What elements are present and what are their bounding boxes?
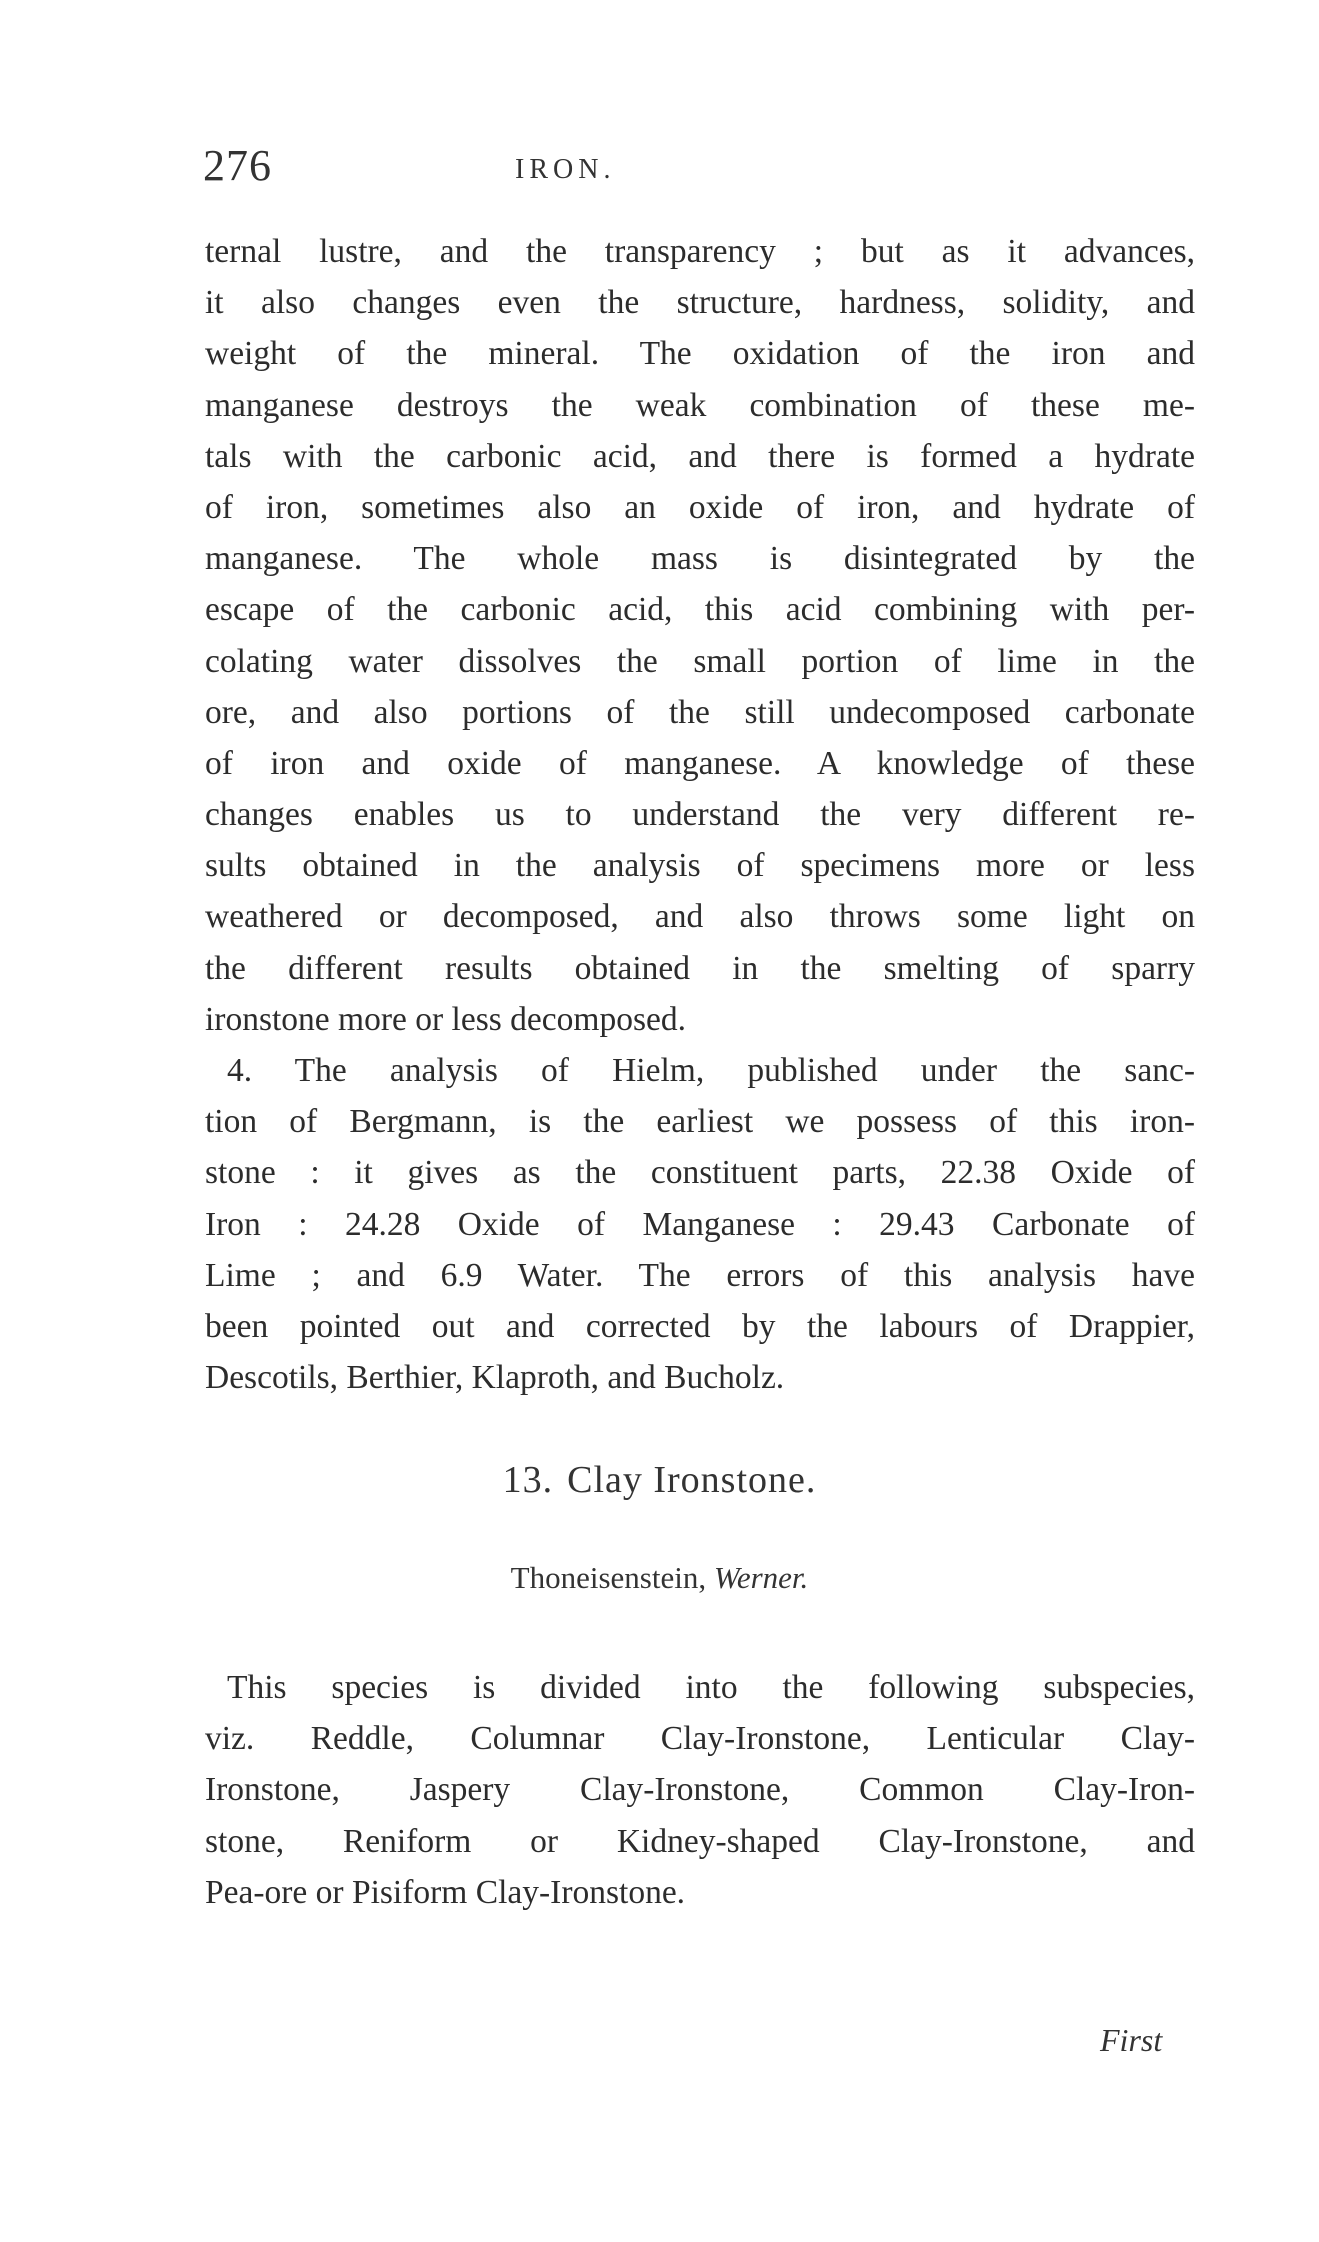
section-synonym: [0, 1560, 1319, 1596]
text-line: viz. Reddle, Columnar Clay-Ironstone, Lenticular Clay-: [205, 1720, 1195, 1758]
text-line: sults obtained in the analysis of specimens more or less: [205, 847, 1195, 885]
paragraph-analysis: [205, 1045, 1195, 1403]
text-line: changes enables us to understand the very different re-: [205, 796, 1195, 834]
text-line: ironstone more or less decomposed.: [205, 1000, 686, 1038]
text-line: weathered or decomposed, and also throws some light on: [205, 898, 1195, 936]
text-line: tion of Bergmann, is the earliest we possess of this iron-: [205, 1103, 1195, 1141]
paragraph-continued: [205, 226, 1195, 1045]
text-line: ore, and also portions of the still undecomposed carbonate: [205, 693, 1195, 731]
text-line: of iron and oxide of manganese. A knowledge of these: [205, 744, 1195, 782]
subspecies-paragraph: [205, 1662, 1195, 1918]
text-line: stone : it gives as the constituent parts, 22.38 Oxide of: [205, 1154, 1195, 1192]
text-line: Pea-ore or Pisiform Clay-Ironstone.: [205, 1873, 686, 1911]
text-line: Ironstone, Jaspery Clay-Ironstone, Common Clay-Iron-: [205, 1771, 1195, 1809]
page-header: [203, 140, 1163, 200]
text-line: weight of the mineral. The oxidation of the iron and: [205, 335, 1195, 373]
text-line: the different results obtained in the smelting of sparry: [205, 949, 1195, 987]
text-line: stone, Reniform or Kidney-shaped Clay-Ironstone, and: [205, 1822, 1195, 1860]
section-number: 13.: [502, 1459, 554, 1501]
text-line: ternal lustre, and the transparency ; but as it advances,: [205, 233, 1195, 270]
text-line: of iron, sometimes also an oxide of iron, and hydrate of: [205, 488, 1195, 526]
text-line: manganese destroys the weak combination of these me-: [205, 386, 1195, 424]
text-line: been pointed out and corrected by the labours of Drappier,: [205, 1307, 1195, 1345]
text-line: tals with the carbonic acid, and there is formed a hydrate: [205, 437, 1195, 475]
text-line: Lime ; and 6.9 Water. The errors of this analysis have: [205, 1256, 1195, 1294]
text-line: Iron : 24.28 Oxide of Manganese : 29.43 Carbonate of: [205, 1205, 1195, 1243]
synonym-name: Thoneisenstein,: [510, 1560, 707, 1595]
text-line: 4. The analysis of Hielm, published under the sanc-: [227, 1052, 1195, 1089]
main-text-block: [205, 226, 1195, 1403]
page-number: 276: [203, 141, 272, 190]
text-line: it also changes even the structure, hardness, solidity, and: [205, 284, 1195, 322]
catchword: First: [1100, 2022, 1163, 2058]
section-heading: [0, 1458, 1319, 1502]
section-title: Clay Ironstone.: [567, 1459, 817, 1501]
text-line: Descotils, Berthier, Klaproth, and Bucholz.: [205, 1359, 785, 1397]
text-line: This species is divided into the following subspecies,: [227, 1669, 1195, 1706]
text-line: manganese. The whole mass is disintegrated by the: [205, 540, 1195, 578]
running-head: IRON.: [515, 154, 616, 185]
text-line: colating water dissolves the small portion of lime in the: [205, 642, 1195, 680]
synonym-author: Werner.: [713, 1560, 809, 1595]
text-line: escape of the carbonic acid, this acid combining with per-: [205, 591, 1195, 629]
